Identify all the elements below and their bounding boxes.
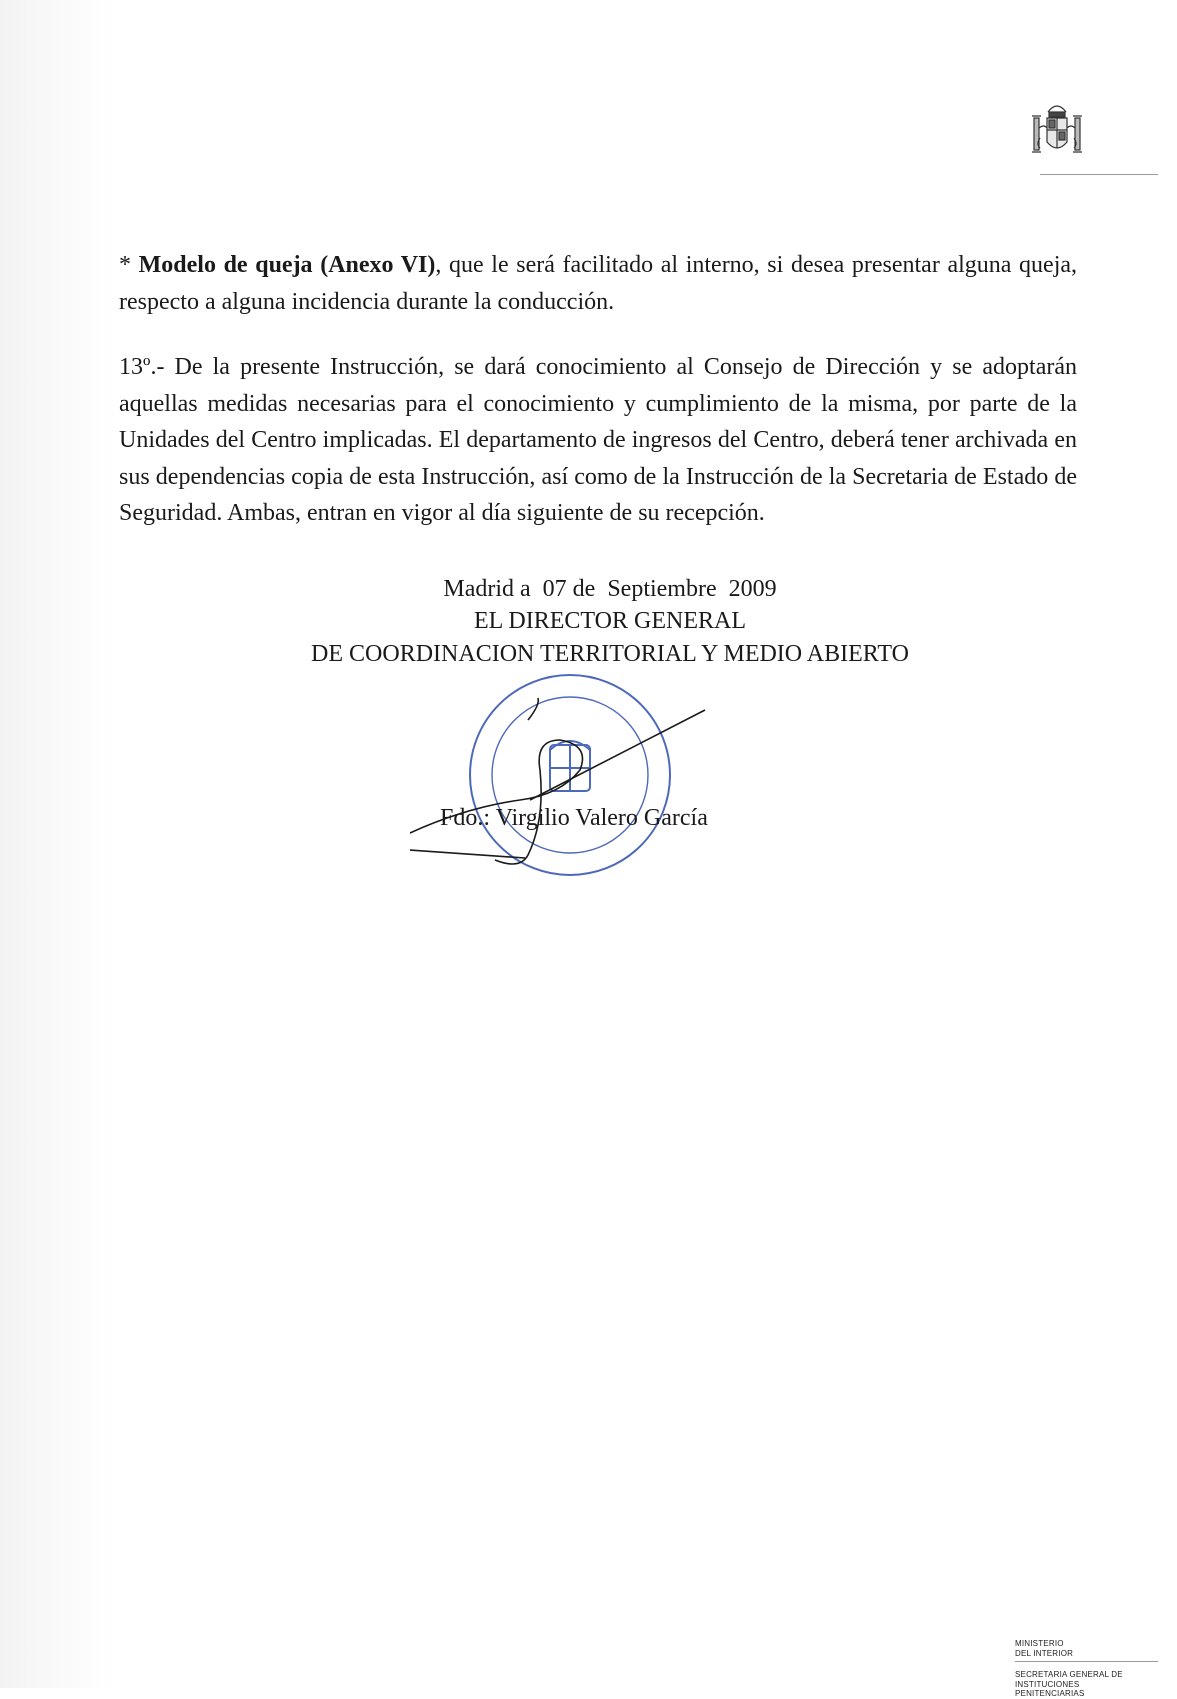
footer-ministry xyxy=(1015,1639,1135,1658)
footer-secretariat xyxy=(1015,1670,1155,1699)
signatory-title: EL DIRECTOR GENERAL xyxy=(474,608,746,634)
footer-rule xyxy=(1015,1661,1158,1662)
handwritten-signature xyxy=(410,698,705,864)
paragraph-clause-13: 13º.- De la presente Instrucción, se dará conocimiento al Consejo de Dirección y se adoptarán aquellas medidas necesarias para el conocimiento y cumplimiento de la misma, por parte de la Unidades del Centro implicadas. El departamento de ingresos del Centro, deberá tener archivada en sus dependencias copia de esta Instrucción, así como de la Instrucción de la Secretaria de Estado de Seguridad. Ambas, entran en vigor al día siguiente de su recepción. xyxy=(119,354,1077,526)
complaint-model-title: Modelo de queja xyxy=(138,252,313,278)
coat-of-arms-icon xyxy=(1026,98,1088,164)
footer-ministry-line-2: DEL INTERIOR xyxy=(1015,1648,1074,1658)
signature-date: Madrid a 07 de Septiembre 2009 xyxy=(443,576,777,602)
scanned-page-edge xyxy=(0,0,116,1688)
official-stamp xyxy=(410,650,730,890)
signatory-name: Fdo.: Virgilio Valero García xyxy=(440,805,708,831)
signatory-department: DE COORDINACION TERRITORIAL Y MEDIO ABIERTO xyxy=(311,641,909,667)
bullet-marker: * xyxy=(119,252,139,278)
annex-reference: (Anexo VI) xyxy=(320,252,436,278)
footer-secretariat-line-3: PENITENCIARIAS xyxy=(1015,1689,1085,1698)
footer-secretariat-line-1: SECRETARIA GENERAL DE xyxy=(1015,1670,1123,1679)
stamp-seal xyxy=(470,675,670,875)
complaint-model-text: , que le será facilitado al interno, si desea presentar alguna queja, respecto a alguna incidencia durante la conducción. xyxy=(119,252,1078,315)
paragraph-complaint-model xyxy=(119,247,1077,320)
footer-ministry-line-1: MINISTERIO xyxy=(1015,1639,1064,1648)
header-rule xyxy=(1040,174,1158,175)
footer-secretariat-line-2: INSTITUCIONES xyxy=(1015,1679,1080,1689)
